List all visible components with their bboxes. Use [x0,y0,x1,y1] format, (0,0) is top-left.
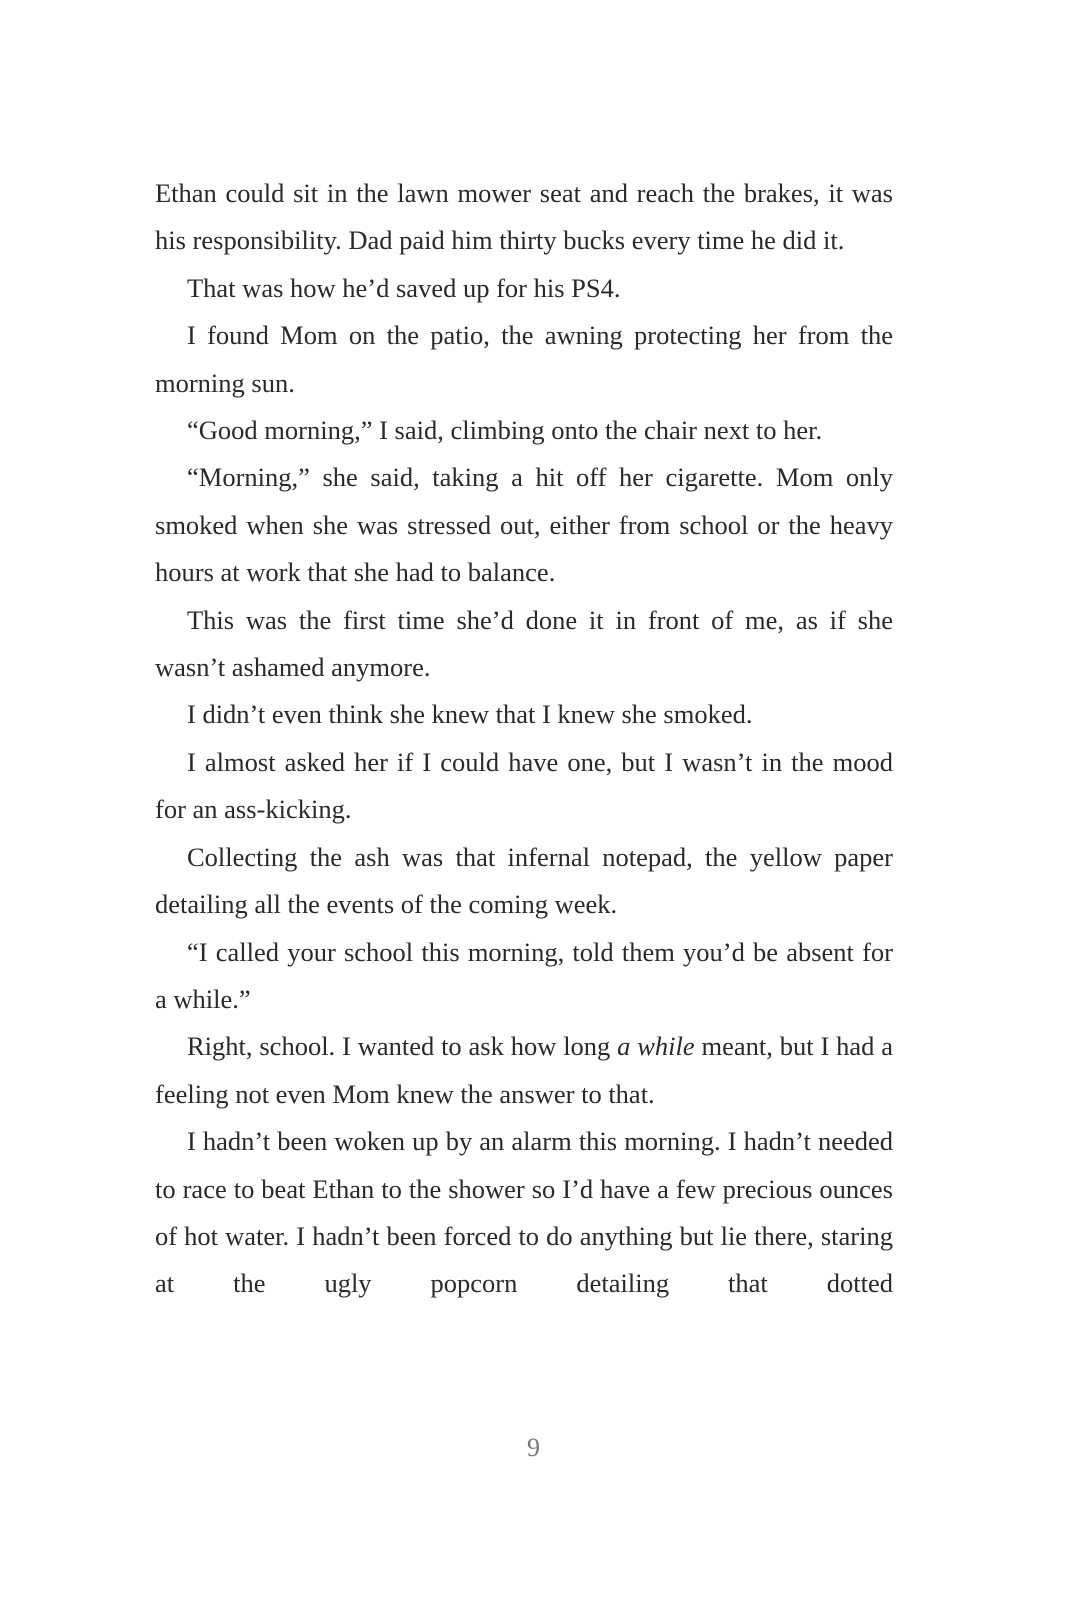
paragraph: I almost asked her if I could have one, but I wasn’t in the mood for an ass-kicking. [155,746,893,825]
page-number: 9 [527,1433,540,1462]
paragraph: I hadn’t been woken up by an alarm this morning. I hadn’t needed to race to beat Ethan to the shower so I’d have a few precious ounces of hot water. I hadn’t been forced to do anything but lie there, staring at the ugly popcorn detailing that dotted [155,1126,893,1299]
paragraph: I didn’t even think she knew that I knew she smoked. [187,699,753,730]
paragraph: Collecting the ash was that infernal notepad, the yellow paper detailing all the events of the coming week. [155,841,893,920]
paragraph-text: Right, school. I wanted to ask how long [187,1031,618,1062]
paragraph: “Good morning,” I said, climbing onto the chair next to her. [187,415,823,446]
paragraph: That was how he’d saved up for his PS4. [187,272,621,303]
paragraph-text: meant, but I had a feeling not even Mom knew the answer to that. [155,1031,893,1109]
paragraph [155,1023,893,1118]
paragraph: I found Mom on the patio, the awning protecting her from the morning sun. [155,320,893,398]
body-text [155,170,893,1308]
paragraph: “Morning,” she said, taking a hit off her cigarette. Mom only smoked when she was stressed out, either from school or the heavy hours at work that she had to balance. [155,462,893,588]
paragraph: This was the first time she’d done it in front of me, as if she wasn’t ashamed anymore. [155,604,893,683]
emphasized-text: a while [617,1031,695,1062]
paragraph: Ethan could sit in the lawn mower seat and reach the brakes, it was his responsibility. Dad paid him thirty bucks every time he did it. [155,178,893,256]
paragraph: “I called your school this morning, told them you’d be absent for a while.” [155,936,893,1014]
